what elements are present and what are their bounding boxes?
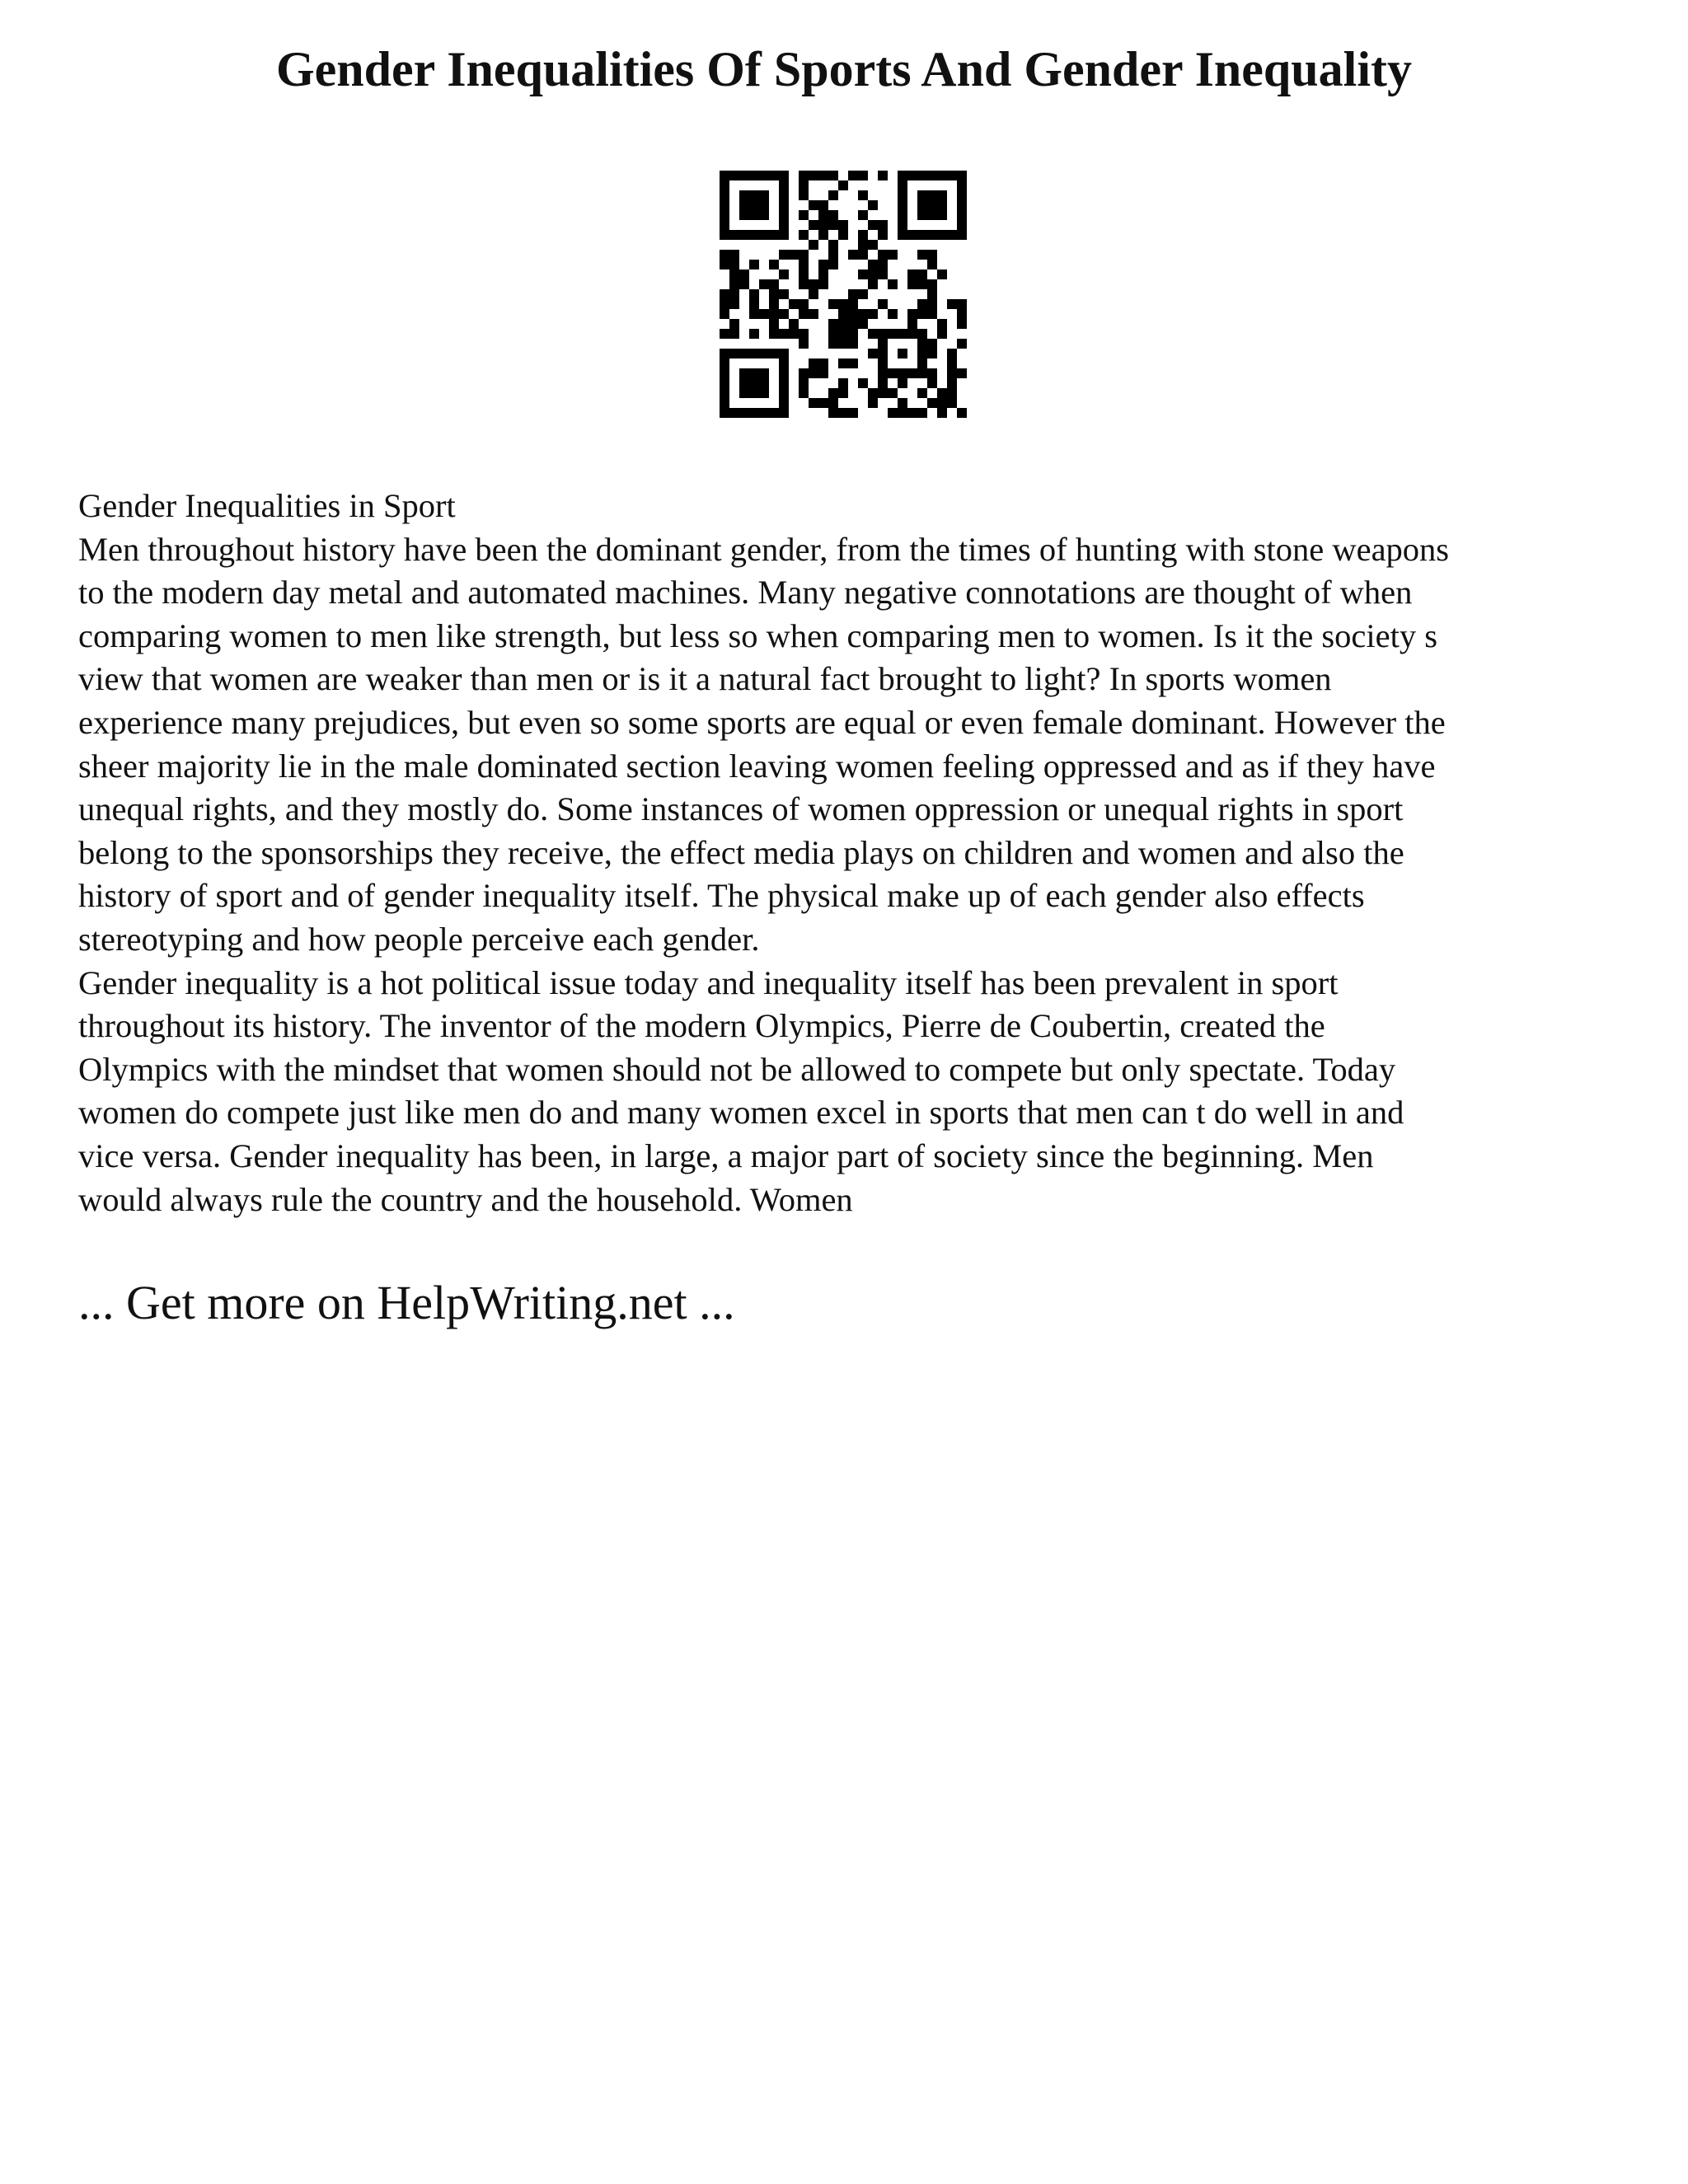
section-heading: Gender Inequalities in Sport — [78, 487, 456, 524]
document-title: Gender Inequalities Of Sports And Gender Inequality — [275, 42, 1412, 96]
qr-code-icon — [720, 171, 967, 418]
get-more-link[interactable]: ... Get more on HelpWriting.net ... — [78, 1276, 735, 1329]
paragraph-2: Gender inequality is a hot political issue today and inequality itself has been prevalent in sport throughout its history. The inventor of the modern Olympics, Pierre de Coubertin, created the Olympics with the mindset that women should not be allowed to compete but only spectate. Today women do compete just like men do and many women excel in sports that men can t do well in and vice versa. Gender inequality has been, in large, a major part of society since the beginning. Men would always rule the country and the household. Women — [78, 963, 1404, 1218]
paragraph-1: Men throughout history have been the dominant gender, from the times of hunting with stone weapons to the modern day metal and automated machines. Many negative connotations are thought of when comparing women to men like strength, but less so when comparing men to women. Is it the society s view that women are weaker than men or is it a natural fact brought to light? In sports women experience many prejudices, but even so some sports are equal or even female dominant. However the sheer majority lie in the male dominated section leaving women feeling oppressed and as if they have unequal rights, and they mostly do. Some instances of women oppression or unequal rights in sport belong to the sponsorships they receive, the effect media plays on children and women and also the history of sport and of gender inequality itself. The physical make up of each gender also effects stereotyping and how people perceive each gender. — [78, 530, 1450, 958]
article-body — [78, 485, 1644, 1221]
